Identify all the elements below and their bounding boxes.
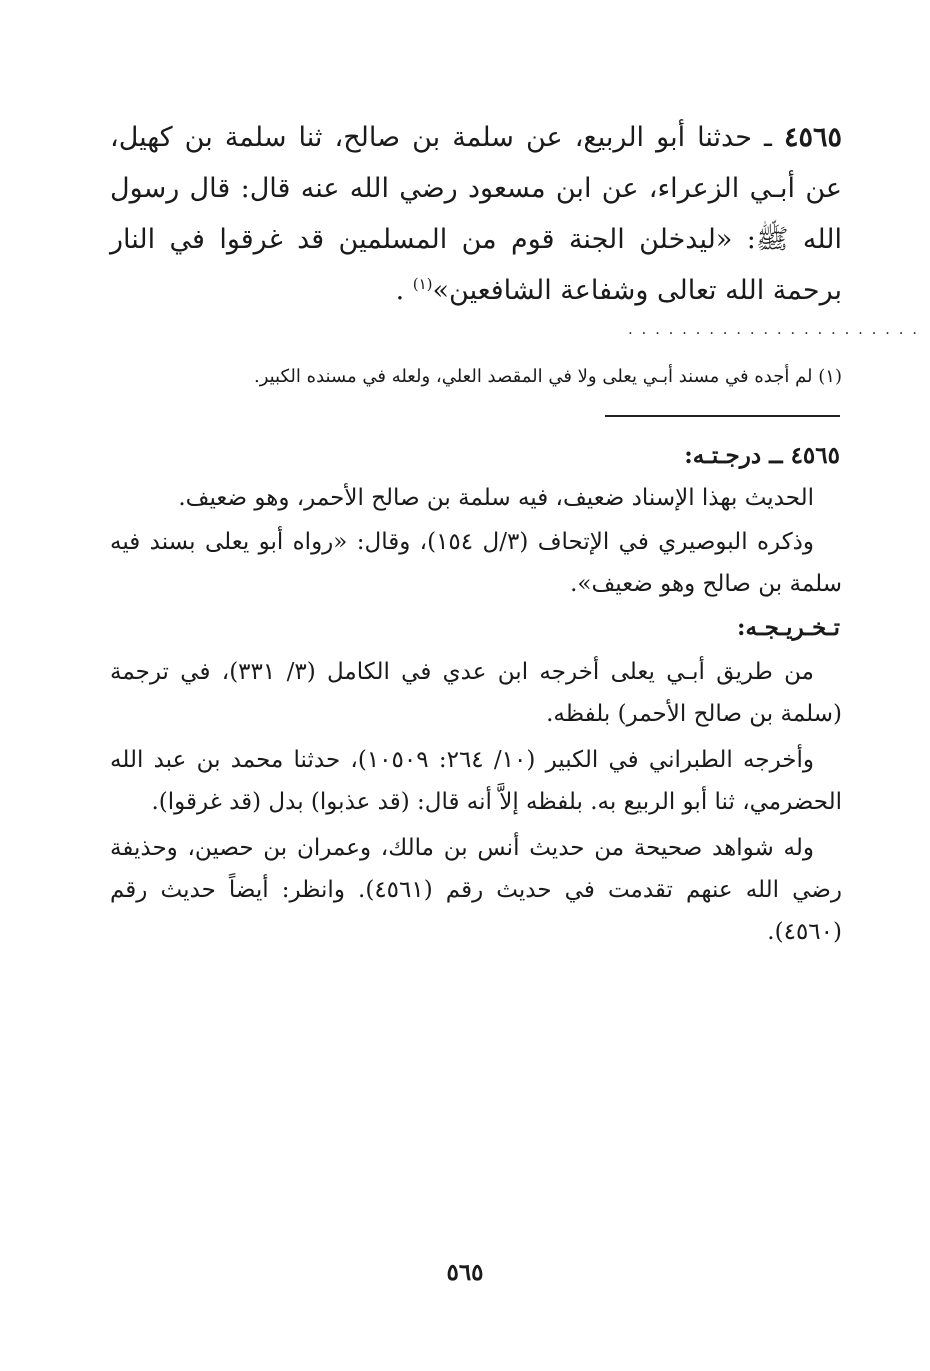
takhrij-paragraph-3: وله شواهد صحيحة من حديث أنس بن مالك، وعمران بن حصين، وحذيفة رضي الله عنهم تقدمت في حديث رقم (٤٥٦١). وانظر: أيضاً حديث رقم (٤٥٦٠). — [110, 835, 842, 945]
footnote-reference: (١) — [412, 275, 433, 293]
takhrij-paragraph-1: من طريق أبـي يعلى أخرجه ابن عدي في الكامل (٣/ ٣٣١)، في ترجمة (سلمة بن صالح الأحمر) بلفظه. — [110, 659, 842, 727]
hadith-text: ـ حدثنا أبو الربيع، عن سلمة بن صالح، ثنا سلمة بن كهيل، عن أبـي الزعراء، عن ابن مسعود رضي الله عنه قال: قال رسول الله ﷺ: «ليدخلن الجنة قوم من المسلمين قد غرقوا في النار برحمة الله تعالى وشفاعة الشافعين» — [110, 122, 842, 306]
hadith-paragraph — [110, 112, 842, 316]
grade-heading: ٤٥٦٥ ــ درجـتـه: — [684, 442, 840, 469]
grade-paragraph-2: وذكره البوصيري في الإتحاف (٣/ل ١٥٤)، وقال: «رواه أبو يعلى بسند فيه سلمة بن صالح وهو ضعيف». — [110, 529, 842, 597]
hadith-number: ٤٥٦٥ — [783, 122, 842, 153]
section-divider — [605, 415, 840, 417]
takhrij-heading: تـخـريـجـه: — [737, 614, 840, 641]
takhrij-paragraph-2: وأخرجه الطبراني في الكبير (١٠/ ٢٦٤: ١٠٥٠٩)، حدثنا محمد بن عبد الله الحضرمي، ثنا أبو الربيع به. بلفظه إلاَّ أنه قال: (قد عذبوا) بدل (قد غرقوا). — [110, 747, 842, 815]
footnote: (١) لم أجده في مسند أبـي يعلى ولا في المقصد العلي، ولعله في مسنده الكبير. — [253, 366, 842, 387]
footnote-separator-dots: . . . . . . . . . . . . . . . . . . . . . . — [628, 320, 920, 338]
hadith-end: . — [395, 275, 413, 306]
grade-paragraph-1: الحديث بهذا الإسناد ضعيف، فيه سلمة بن صالح الأحمر، وهو ضعيف. — [178, 485, 814, 511]
page-number: ٥٦٥ — [446, 1259, 484, 1286]
